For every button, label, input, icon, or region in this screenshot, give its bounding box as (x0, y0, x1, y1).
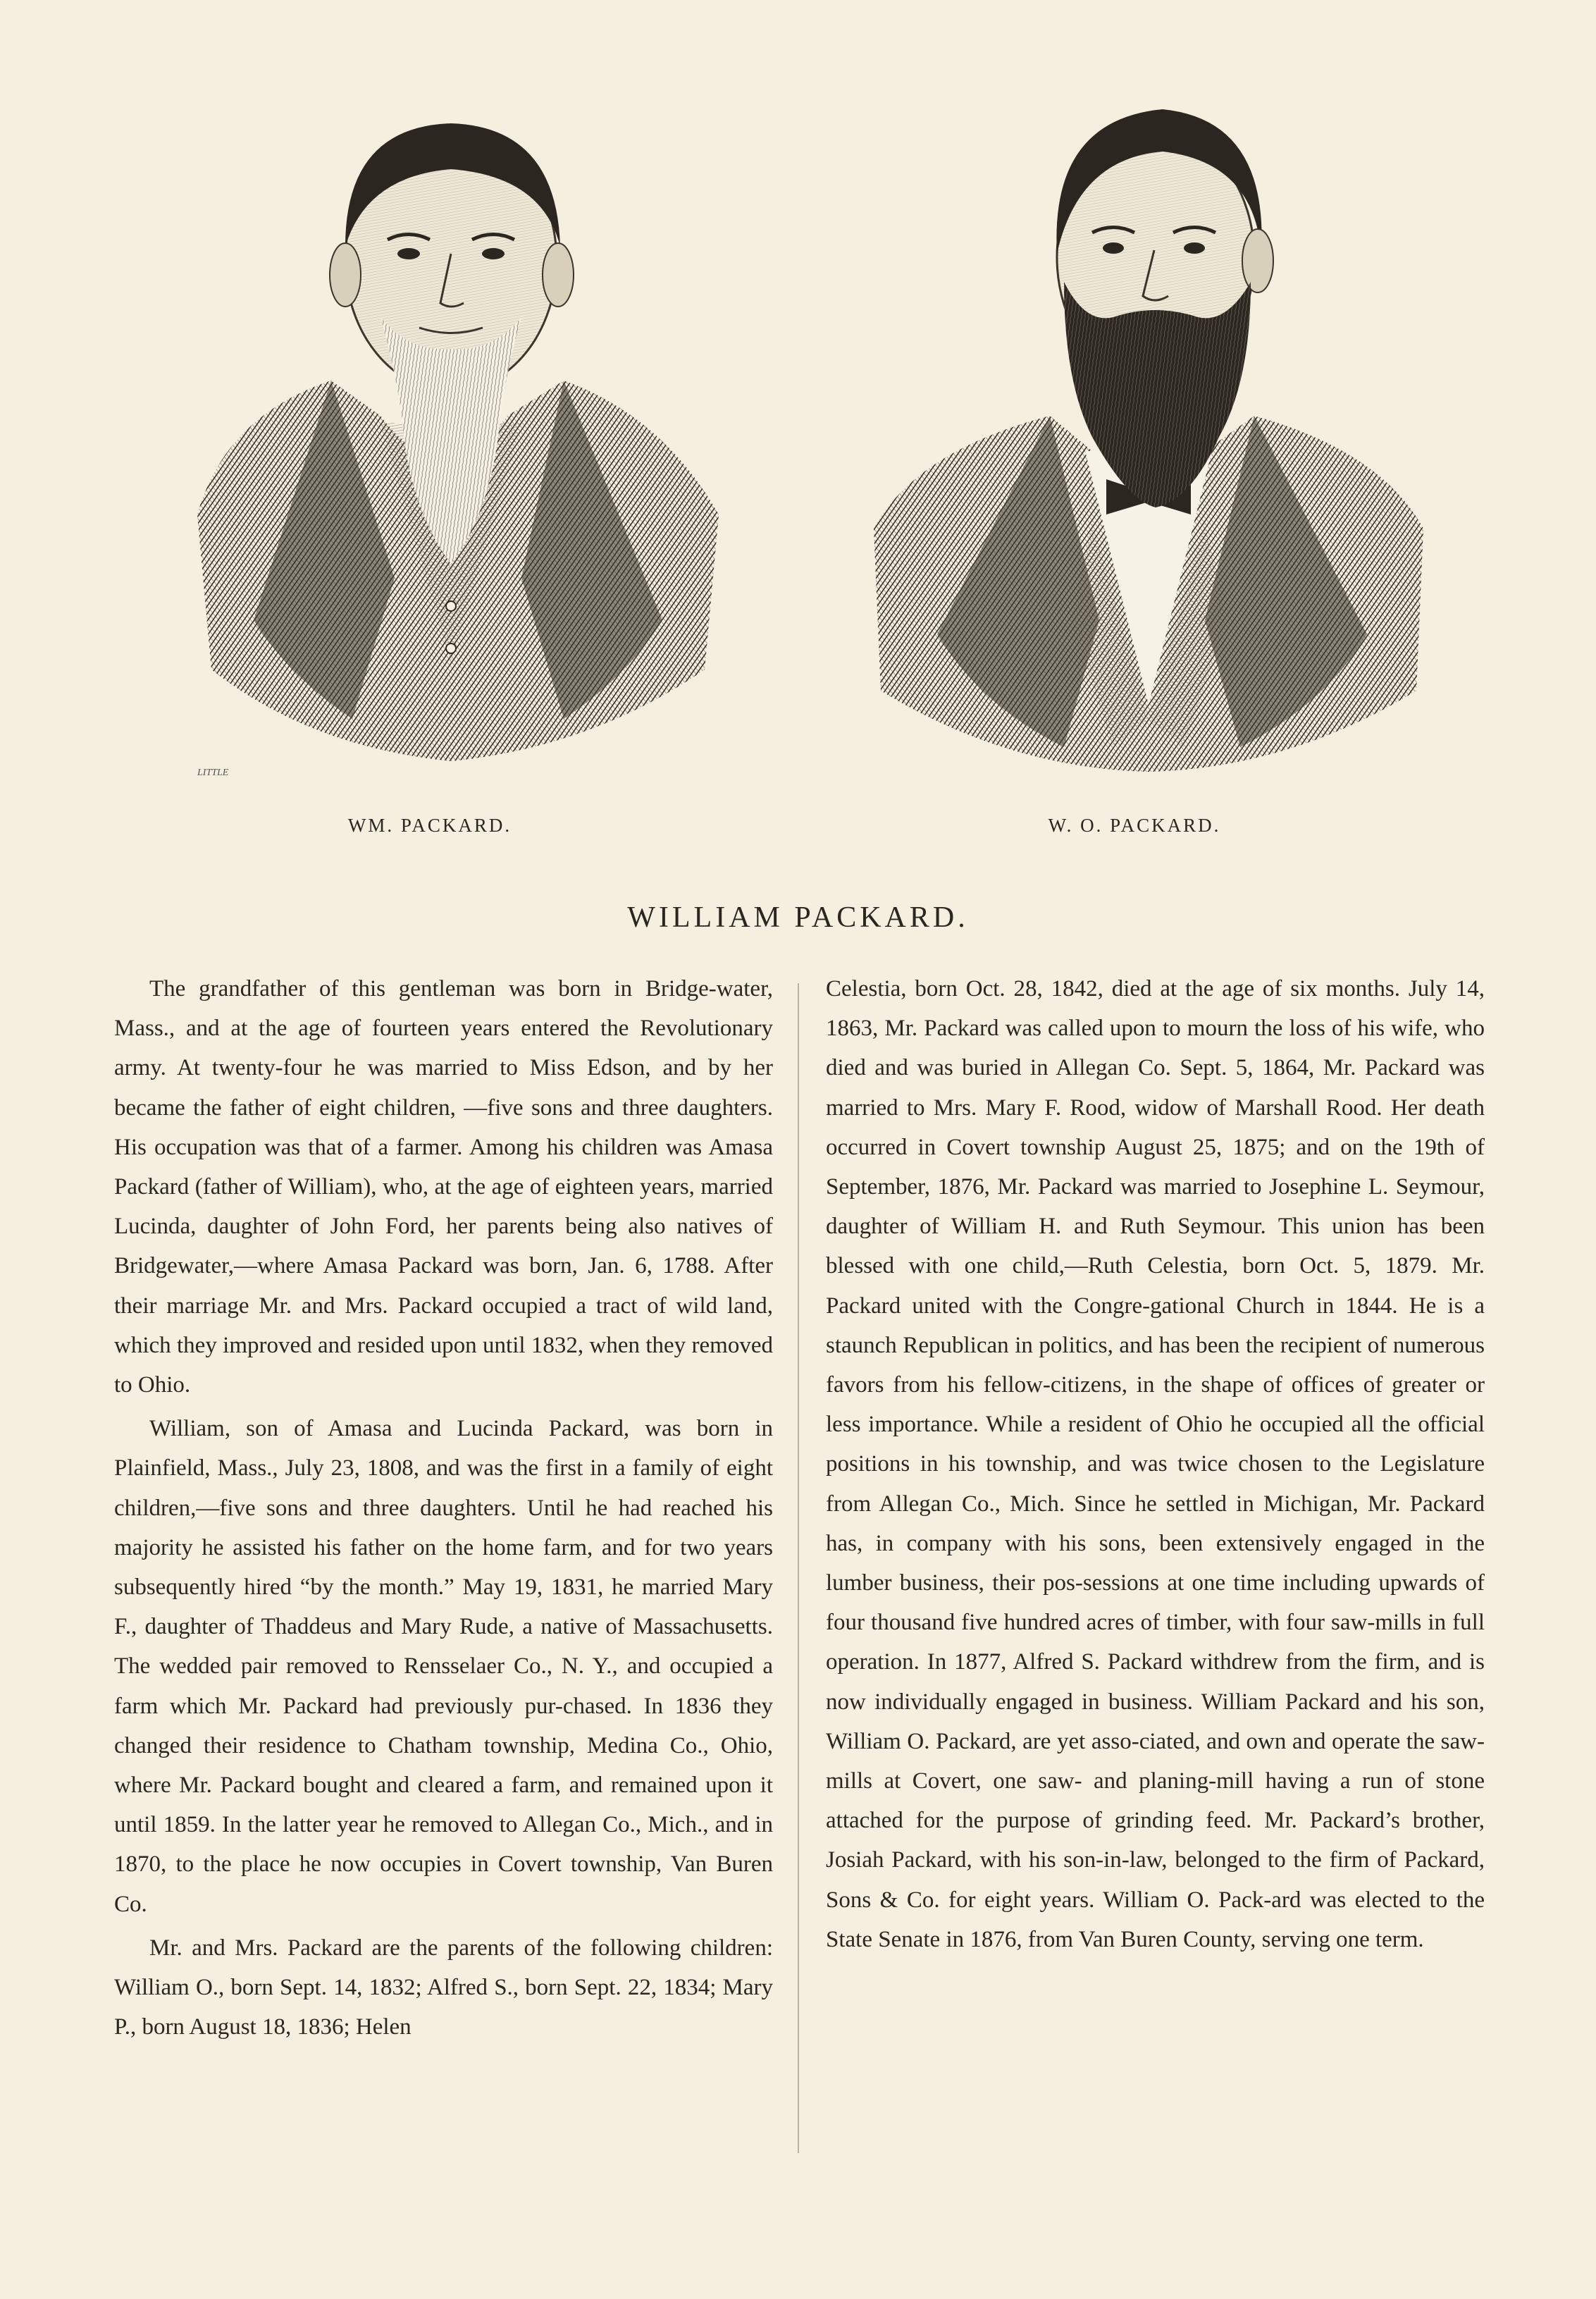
text-column-right (826, 969, 1485, 1959)
article-title: WILLIAM PACKARD. (627, 901, 969, 934)
portrait-caption-left: WM. PACKARD. (347, 815, 512, 836)
engraver-mark: LITTLE (197, 768, 229, 778)
portrait-caption-right: W. O. PACKARD. (1048, 815, 1221, 836)
engraving-wm-packard (169, 85, 747, 782)
paragraph: Mr. and Mrs. Packard are the parents of the following children: William O., born Sept. 14, 1832; Alfred S., born Sept. 22, 1834; Mary P., born August 18, 1836; Helen (114, 1935, 773, 2040)
paragraph: Celestia, born Oct. 28, 1842, died at the age of six months. July 14, 1863, Mr. Packard was called upon to mourn the loss of his wife, who died and was buried in Allegan Co. Sept. 5, 1864, Mr. Packard was married to Mrs. Mary F. Rood, widow of Marshall Rood. Her death occurred in Covert township August 25, 1875; and on the 19th of September, 1876, Mr. Packard was married to Josephine L. Seymour, daughter of William H. and Ruth Seymour. This union has been blessed with one child,—Ruth Celestia, born Oct. 5, 1879. Mr. Packard united with the Congre-gational Church in 1844. He is a staunch Republican in politics, and has been the recipient of numerous favors from his fellow-citizens, in the shape of offices of greater or less importance. While a resident of Ohio he occupied all the official positions in his township, and was twice chosen to the Legislature from Allegan Co., Mich. Since he settled in Michigan, Mr. Packard has, in company with his sons, been extensively engaged in the lumber business, their pos-sessions at one time including upwards of four thousand five hundred acres of timber, with four saw-mills in full operation. In 1877, Alfred S. Packard withdrew from the firm, and is now individually engaged in business. William Packard and his son, William O. Packard, are yet asso-ciated, and own and operate the saw-mills at Covert, one saw- and planing-mill having a run of stone attached for the purpose of grinding feed. Mr. Packard’s brother, Josiah Packard, with his son-in-law, belonged to the firm of Packard, Sons & Co. for eight years. William O. Pack-ard was elected to the State Senate in 1876, from Van Buren County, serving one term. (826, 976, 1485, 1952)
paragraph: The grandfather of this gentleman was born in Bridge-water, Mass., and at the age of fourteen years entered the Revolutionary army. At twenty-four he was married to Miss Edson, and by her became the father of eight children, —five sons and three daughters. His occupation was that of a farmer. Among his children was Amasa Packard (father of William), who, at the age of eighteen years, married Lucinda, daughter of John Ford, her parents being also natives of Bridgewater,—where Amasa Packard was born, Jan. 6, 1788. After their marriage Mr. and Mrs. Packard occupied a tract of wild land, which they improved and resided upon until 1832, when they removed to Ohio. (114, 976, 773, 1398)
text-column-left (114, 969, 773, 2047)
portrait-wo-packard (860, 85, 1437, 782)
engraving-wo-packard (860, 85, 1437, 782)
paragraph: William, son of Amasa and Lucinda Packard, was born in Plainfield, Mass., July 23, 1808, and was the first in a family of eight children,—five sons and three daughters. Until he had reached his majority he assisted his father on the home farm, and for two years subsequently hired “by the month.” May 19, 1831, he married Mary F., daughter of Thaddeus and Mary Rude, a native of Massachusetts. The wedded pair removed to Rensselaer Co., N. Y., and occupied a farm which Mr. Packard had previously pur-chased. In 1836 they changed their residence to Chatham township, Medina Co., Ohio, where Mr. Packard bought and cleared a farm, and remained upon it until 1859. In the latter year he removed to Allegan Co., Mich., and in 1870, to the place he now occupies in Covert township, Van Buren Co. (114, 1416, 773, 1917)
portrait-wm-packard (169, 85, 747, 782)
column-divider (798, 983, 799, 2153)
